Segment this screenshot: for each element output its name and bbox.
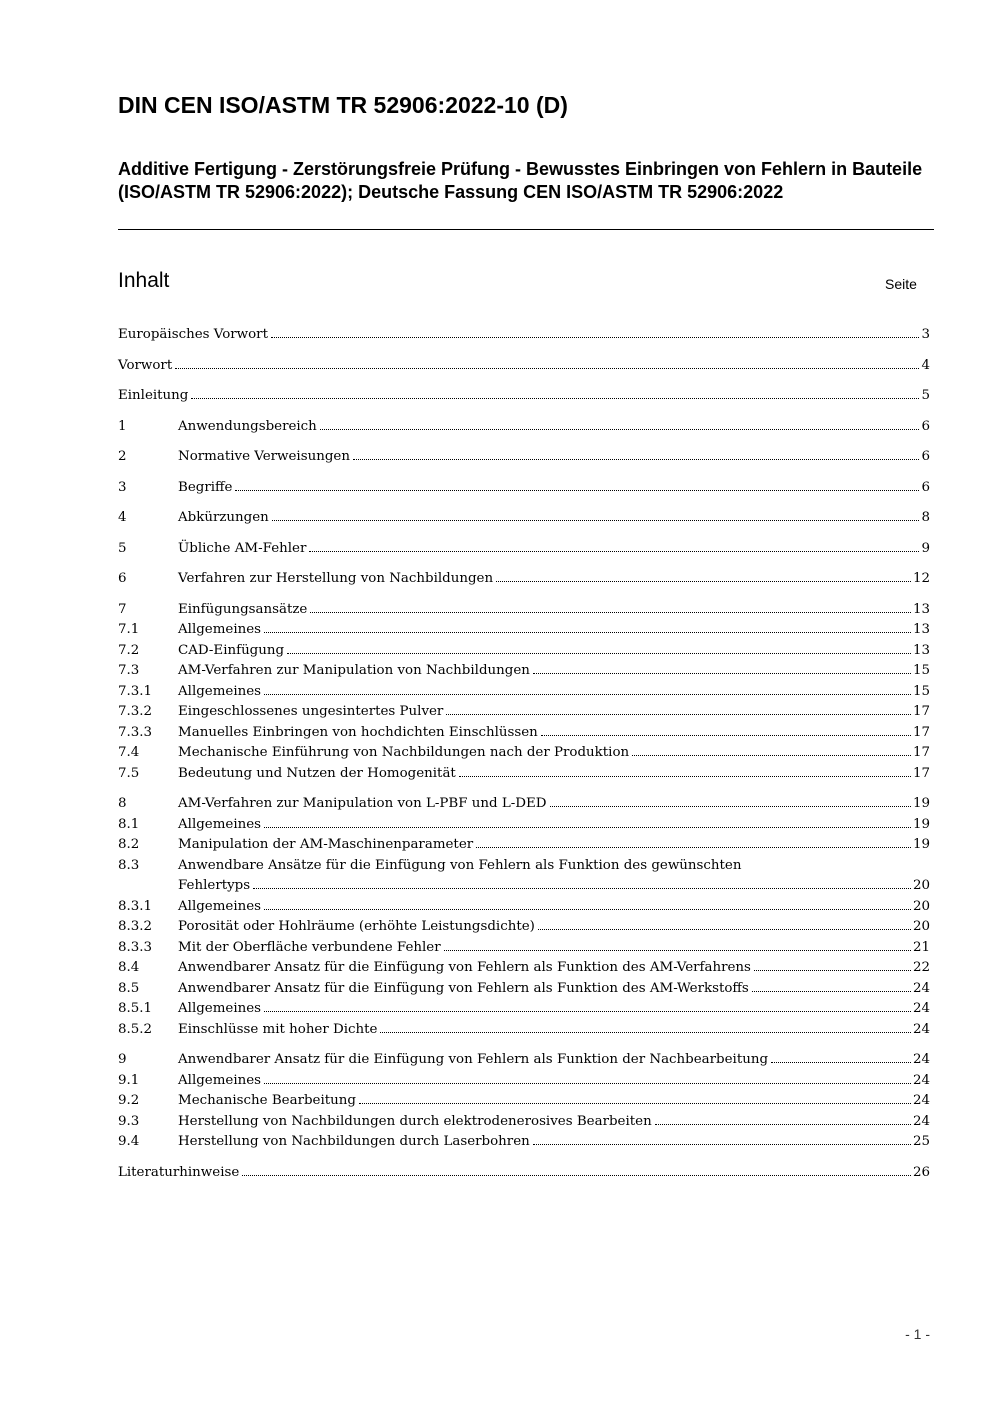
- toc-entry-number: 9.4: [118, 1134, 140, 1149]
- toc-entry-title: Mechanische Einführung von Nachbildungen nach der Produktion: [178, 745, 630, 760]
- toc-leader-dots: [459, 775, 911, 777]
- document-subtitle: Additive Fertigung - Zerstörungsfreie Prüfung - Bewusstes Einbringen von Fehlern in Bauteile (ISO/ASTM TR 52906:2022); Deutsche Fassung CEN ISO/ASTM TR 52906:2022: [118, 159, 923, 202]
- toc-leader-dots: [272, 519, 920, 521]
- toc-entry-9[interactable]: [118, 1050, 930, 1071]
- toc-entry-vorwort[interactable]: [118, 356, 930, 377]
- toc-entry-title: AM-Verfahren zur Manipulation von Nachbildungen: [178, 663, 530, 678]
- toc-entry-number: 8.4: [118, 960, 140, 975]
- toc-entry-7-5[interactable]: [118, 764, 930, 785]
- toc-entry-8-3[interactable]: [118, 856, 930, 877]
- toc-leader-dots: [541, 734, 911, 736]
- toc-entry-page: 19: [912, 816, 930, 832]
- toc-entry-title: Allgemeines: [178, 683, 262, 699]
- toc-entry-title: Abkürzungen: [178, 510, 269, 525]
- toc-entry-9-4[interactable]: [118, 1132, 930, 1153]
- toc-entry-page: 17: [912, 745, 930, 760]
- page-number: - 1 -: [905, 1326, 930, 1342]
- toc-entry-page: 22: [912, 960, 930, 975]
- toc-leader-dots: [264, 1082, 911, 1084]
- toc-leader-dots: [476, 846, 911, 848]
- toc-entry-6[interactable]: [118, 569, 930, 590]
- toc-entry-page: 24: [912, 980, 930, 996]
- toc-entry-page: 5: [921, 388, 930, 403]
- toc-entry-title: Allgemeines: [178, 816, 262, 832]
- toc-leader-dots: [264, 631, 911, 633]
- toc-entry-page: 24: [912, 1072, 930, 1088]
- toc-entry-title: Anwendbarer Ansatz für die Einfügung von Fehlern als Funktion der Nachbearbeitung: [178, 1052, 769, 1067]
- toc-leader-dots: [754, 969, 911, 971]
- toc-entry-page: 13: [912, 601, 930, 617]
- toc-entry-page: 25: [912, 1134, 930, 1149]
- toc-entry-number: 8.3: [118, 857, 140, 873]
- toc-leader-dots: [264, 693, 911, 695]
- toc-entry-europaeisches-vorwort[interactable]: [118, 325, 930, 346]
- toc-entry-title: Bedeutung und Nutzen der Homogenität: [178, 765, 456, 781]
- toc-entry-number: 9: [118, 1052, 127, 1067]
- toc-entry-number: 7.3: [118, 663, 140, 678]
- toc-entry-title: Herstellung von Nachbildungen durch elektrodenerosives Bearbeiten: [178, 1113, 652, 1129]
- toc-entry-8-3-3[interactable]: [118, 938, 930, 959]
- toc-entry-page: 15: [912, 663, 930, 678]
- toc-entry-number: 6: [118, 571, 127, 586]
- toc-entry-number: 7.5: [118, 765, 140, 781]
- toc-entry-9-2[interactable]: [118, 1091, 930, 1112]
- toc-leader-dots: [310, 611, 911, 613]
- toc-entry-8-3-2[interactable]: [118, 917, 930, 938]
- toc-entry-page: 20: [912, 878, 930, 893]
- toc-entry-8[interactable]: [118, 794, 930, 815]
- toc-entry-7-3-3[interactable]: [118, 723, 930, 744]
- toc-entry-number: 8.2: [118, 837, 140, 852]
- toc-entry-8-3-continuation[interactable]: [118, 876, 930, 897]
- toc-leader-dots: [253, 887, 911, 889]
- toc-entry-page: 6: [921, 449, 930, 464]
- toc-leader-dots: [533, 1143, 911, 1145]
- toc-entry-page: 3: [921, 327, 930, 342]
- toc-entry-7[interactable]: [118, 600, 930, 621]
- toc-leader-dots: [309, 550, 919, 552]
- toc-entry-number: 8: [118, 796, 127, 811]
- toc-entry-8-5-2[interactable]: [118, 1020, 930, 1041]
- toc-entry-page: 26: [912, 1164, 930, 1180]
- toc-entry-9-3[interactable]: [118, 1112, 930, 1133]
- toc-entry-8-5-1[interactable]: [118, 999, 930, 1020]
- toc-leader-dots: [446, 713, 911, 715]
- toc-entry-title: Literaturhinweise: [118, 1164, 240, 1180]
- toc-leader-dots: [320, 428, 920, 430]
- toc-entry-number: 7: [118, 601, 127, 617]
- toc-entry-1[interactable]: [118, 417, 930, 438]
- toc-entry-number: 8.3.3: [118, 939, 153, 955]
- toc-heading: Inhalt: [118, 269, 170, 292]
- toc-entry-page: 4: [921, 357, 930, 373]
- toc-entry-7-3[interactable]: [118, 661, 930, 682]
- toc-entry-number: 5: [118, 540, 127, 556]
- toc-entry-title: Vorwort: [118, 357, 173, 373]
- toc-entry-number: 9.2: [118, 1093, 140, 1108]
- toc-entry-7-1[interactable]: [118, 620, 930, 641]
- toc-entry-title-continuation: Fehlertyps: [178, 878, 251, 893]
- toc-leader-dots: [444, 949, 911, 951]
- toc-entry-number: 7.1: [118, 622, 140, 637]
- toc-entry-title: Anwendungsbereich: [178, 418, 317, 434]
- toc-entry-3[interactable]: [118, 478, 930, 499]
- toc-entry-7-3-1[interactable]: [118, 682, 930, 703]
- toc-entry-title: Anwendbare Ansätze für die Einfügung von Fehlern als Funktion des gewünschten: [178, 857, 742, 873]
- toc-entry-page: 19: [912, 837, 930, 852]
- toc-entry-number: 8.5.1: [118, 1001, 153, 1016]
- toc-entry-number: 7.4: [118, 745, 140, 760]
- toc-entry-8-2[interactable]: [118, 835, 930, 856]
- toc-entry-title: Allgemeines: [178, 1001, 262, 1016]
- toc-entry-title: Einfügungsansätze: [178, 601, 308, 617]
- toc-entry-page: 12: [912, 571, 930, 586]
- toc-entry-page: 6: [921, 418, 930, 434]
- toc-leader-dots: [550, 805, 911, 807]
- toc-entry-page: 13: [912, 622, 930, 637]
- toc-entry-title: Anwendbarer Ansatz für die Einfügung von Fehlern als Funktion des AM-Werkstoffs: [178, 980, 749, 996]
- toc-entry-page: 6: [921, 479, 930, 495]
- toc-leader-dots: [264, 1010, 911, 1012]
- toc-entry-number: 8.5.2: [118, 1021, 153, 1037]
- toc-entry-page: 24: [912, 1052, 930, 1067]
- toc-entry-title: Allgemeines: [178, 622, 262, 637]
- toc-entry-title: Einschlüsse mit hoher Dichte: [178, 1021, 378, 1037]
- toc-leader-dots: [264, 826, 911, 828]
- toc-leader-dots: [632, 754, 911, 756]
- toc-entry-page: 24: [912, 1001, 930, 1016]
- toc-entry-number: 8.5: [118, 980, 140, 996]
- toc-entry-number: 9.3: [118, 1113, 140, 1129]
- toc-leader-dots: [353, 458, 920, 460]
- toc-entry-5[interactable]: [118, 539, 930, 560]
- toc-entry-number: 7.2: [118, 642, 140, 658]
- toc-entry-number: 7.3.3: [118, 724, 153, 740]
- toc-entry-title: Europäisches Vorwort: [118, 327, 268, 342]
- toc-entry-page: 17: [912, 765, 930, 781]
- toc-entry-title: Anwendbarer Ansatz für die Einfügung von Fehlern als Funktion des AM-Verfahrens: [178, 960, 751, 975]
- toc-entry-page: 17: [912, 704, 930, 719]
- page-column-label: Seite: [885, 276, 917, 292]
- toc-entry-title: Allgemeines: [178, 1072, 262, 1088]
- toc-entry-title: Herstellung von Nachbildungen durch Laserbohren: [178, 1134, 530, 1149]
- toc-entry-page: 20: [912, 898, 930, 914]
- toc-entry-page: 8: [921, 510, 930, 525]
- header-divider: [118, 229, 934, 230]
- toc-entry-8-3-1[interactable]: [118, 897, 930, 918]
- toc-entry-7-3-2[interactable]: [118, 702, 930, 723]
- toc-leader-dots: [380, 1031, 910, 1033]
- toc-leader-dots: [538, 928, 911, 930]
- toc-entry-number: 1: [118, 418, 127, 434]
- toc-entry-title: Allgemeines: [178, 898, 262, 914]
- toc-leader-dots: [287, 652, 911, 654]
- toc-entry-title: Eingeschlossenes ungesintertes Pulver: [178, 704, 444, 719]
- toc-entry-number: 8.1: [118, 816, 140, 832]
- toc-entry-7-2[interactable]: [118, 641, 930, 662]
- toc-entry-title: Begriffe: [178, 479, 233, 495]
- toc-entry-page: 24: [912, 1093, 930, 1108]
- toc-entry-8-1[interactable]: [118, 815, 930, 836]
- toc-entry-title: Verfahren zur Herstellung von Nachbildungen: [178, 571, 494, 586]
- toc-entry-8-5[interactable]: [118, 979, 930, 1000]
- toc-leader-dots: [242, 1174, 911, 1176]
- toc-leader-dots: [359, 1102, 911, 1104]
- toc-entry-page: 24: [912, 1113, 930, 1129]
- toc-leader-dots: [191, 397, 919, 399]
- toc-entry-page: 9: [921, 540, 930, 556]
- toc-entry-page: 17: [912, 724, 930, 740]
- toc-entry-number: 8.3.2: [118, 919, 153, 934]
- toc-leader-dots: [264, 908, 911, 910]
- toc-entry-title: Manuelles Einbringen von hochdichten Einschlüssen: [178, 724, 538, 740]
- toc-leader-dots: [496, 580, 911, 582]
- toc-entry-title: Übliche AM-Fehler: [178, 540, 307, 556]
- toc-entry-page: 21: [912, 939, 930, 955]
- toc-entry-title: AM-Verfahren zur Manipulation von L-PBF und L-DED: [178, 796, 547, 811]
- toc-entry-2[interactable]: [118, 447, 930, 468]
- toc-entry-page: 24: [912, 1021, 930, 1037]
- toc-entry-number: 3: [118, 479, 127, 495]
- toc-entry-page: 20: [912, 919, 930, 934]
- document-title: DIN CEN ISO/ASTM TR 52906:2022-10 (D): [118, 92, 568, 118]
- toc-leader-dots: [533, 672, 911, 674]
- toc-entry-page: 15: [912, 683, 930, 699]
- toc-leader-dots: [771, 1061, 911, 1063]
- toc-entry-literaturhinweise[interactable]: [118, 1163, 930, 1184]
- toc-entry-number: 2: [118, 449, 127, 464]
- toc-entry-number: 8.3.1: [118, 898, 153, 914]
- toc-entry-8-4[interactable]: [118, 958, 930, 979]
- toc-entry-title: Manipulation der AM-Maschinenparameter: [178, 837, 474, 852]
- toc-leader-dots: [175, 367, 919, 369]
- toc-entry-9-1[interactable]: [118, 1071, 930, 1092]
- toc-entry-title: Mit der Oberfläche verbundene Fehler: [178, 939, 441, 955]
- toc-entry-title: CAD-Einfügung: [178, 642, 285, 658]
- toc-leader-dots: [235, 489, 919, 491]
- toc-entry-einleitung[interactable]: [118, 386, 930, 407]
- toc-entry-number: 4: [118, 510, 127, 525]
- toc-leader-dots: [752, 990, 911, 992]
- toc-entry-number: 7.3.2: [118, 704, 153, 719]
- toc-entry-page: 13: [912, 642, 930, 658]
- toc-entry-page: 19: [912, 796, 930, 811]
- toc-entry-number: 9.1: [118, 1072, 140, 1088]
- toc-entry-number: 7.3.1: [118, 683, 153, 699]
- toc-entry-7-4[interactable]: [118, 743, 930, 764]
- toc-leader-dots: [271, 336, 920, 338]
- table-of-contents: [118, 325, 930, 1183]
- toc-leader-dots: [655, 1123, 911, 1125]
- toc-entry-title: Normative Verweisungen: [178, 449, 350, 464]
- toc-entry-title: Mechanische Bearbeitung: [178, 1093, 356, 1108]
- toc-entry-4[interactable]: [118, 508, 930, 529]
- toc-entry-title: Einleitung: [118, 388, 189, 403]
- toc-entry-title: Porosität oder Hohlräume (erhöhte Leistungsdichte): [178, 919, 535, 934]
